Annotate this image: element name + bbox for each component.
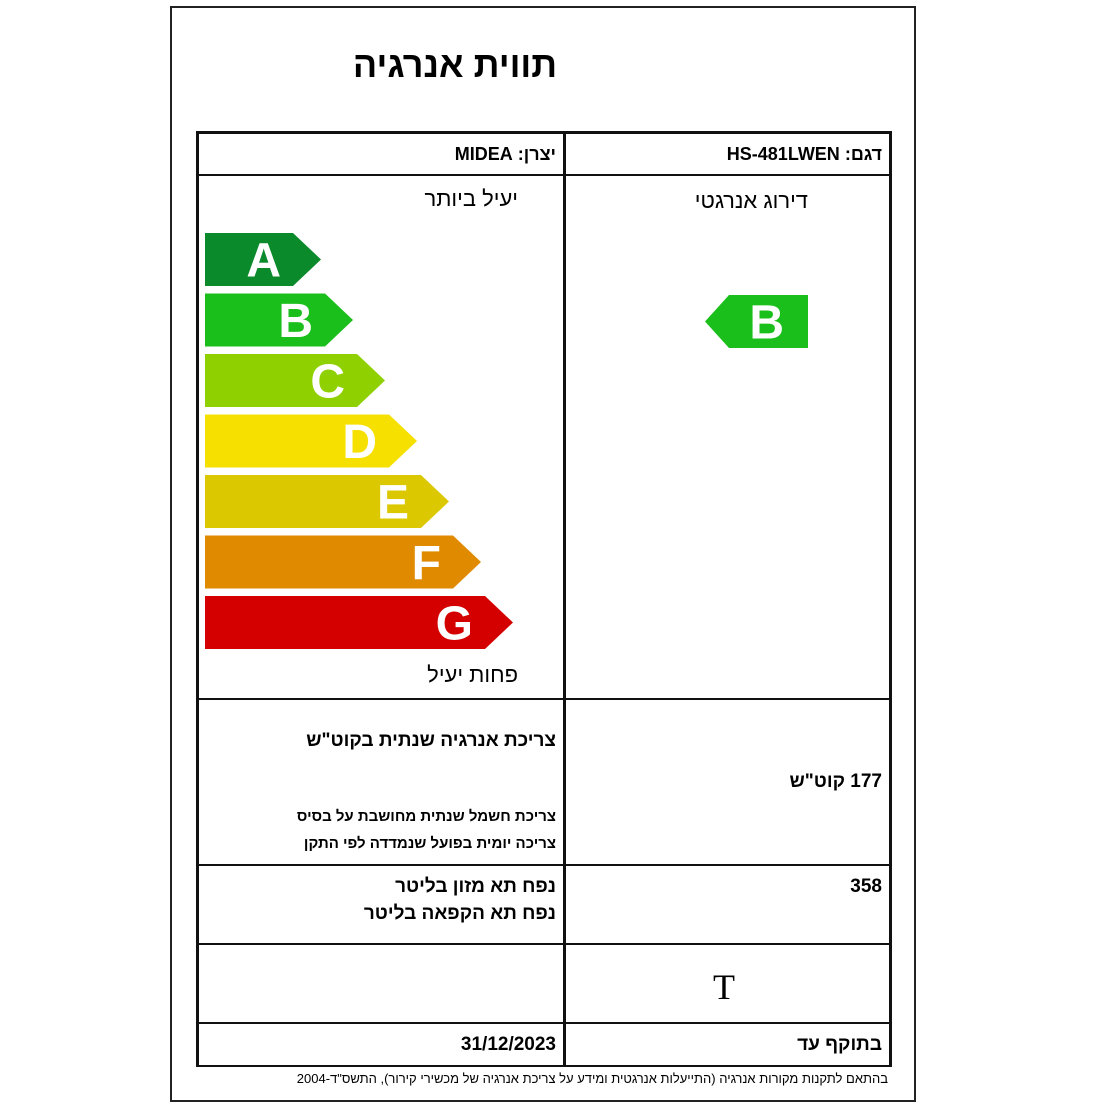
consumption-note-line1: צריכת חשמל שנתית מחושבת על בסיס (296, 808, 556, 825)
grade-arrow-b (205, 294, 353, 349)
consumption-heading: צריכת אנרגיה שנתית בקוט"ש (306, 730, 556, 751)
grade-arrow-g (205, 596, 513, 651)
regulation-footer: בהתאם לתקנות מקורות אנרגיה (התייעלות אנרגטית ומידע על צריכת אנרגיה של מכשירי קירור), התשס"ד-2004 (296, 1071, 888, 1086)
grade-arrow-shape (205, 354, 385, 407)
grade-arrow-a (205, 233, 321, 288)
rating-arrow (705, 295, 808, 350)
grade-letter: E (376, 476, 409, 530)
grade-arrow-c (205, 354, 385, 409)
grade-letter: A (246, 234, 281, 288)
grade-arrow-f (205, 536, 481, 591)
grade-arrow-shape (205, 415, 417, 468)
grade-arrow-e (205, 475, 449, 530)
manufacturer-value: MIDEA (454, 144, 513, 164)
grade-arrow-shape (205, 475, 449, 528)
volume-value: 358 (850, 876, 882, 897)
climate-class: T (713, 967, 735, 1007)
scale-top-label: יעיל ביותר (424, 186, 518, 211)
volume-line1: נפח תא מזון בליטר (395, 876, 556, 897)
rating-letter: B (749, 296, 784, 350)
grade-letter: D (342, 416, 377, 469)
grade-letter: G (435, 597, 473, 651)
model-label: דגם: (844, 144, 882, 164)
model-value: HS-481LWEN (726, 144, 840, 164)
validity-label: בתוקף עד (797, 1034, 882, 1055)
volume-line2: נפח תא הקפאה בליטר (363, 903, 556, 924)
scale-bottom-label: פחות יעיל (427, 662, 518, 687)
grade-letter: B (278, 295, 313, 348)
consumption-note-line2: צריכה יומית בפועל שנמדדה לפי התקן (303, 835, 556, 852)
consumption-value: 177 קוט"ש (789, 771, 882, 792)
grade-letter: F (411, 537, 441, 590)
validity-date: 31/12/2023 (460, 1034, 556, 1055)
rating-heading: דירוג אנרגטי (694, 188, 808, 213)
manufacturer-label: יצרן: (517, 144, 556, 164)
label-title: תווית אנרגיה (352, 44, 558, 85)
grade-letter: C (310, 355, 345, 409)
grade-arrow-d (205, 415, 417, 470)
